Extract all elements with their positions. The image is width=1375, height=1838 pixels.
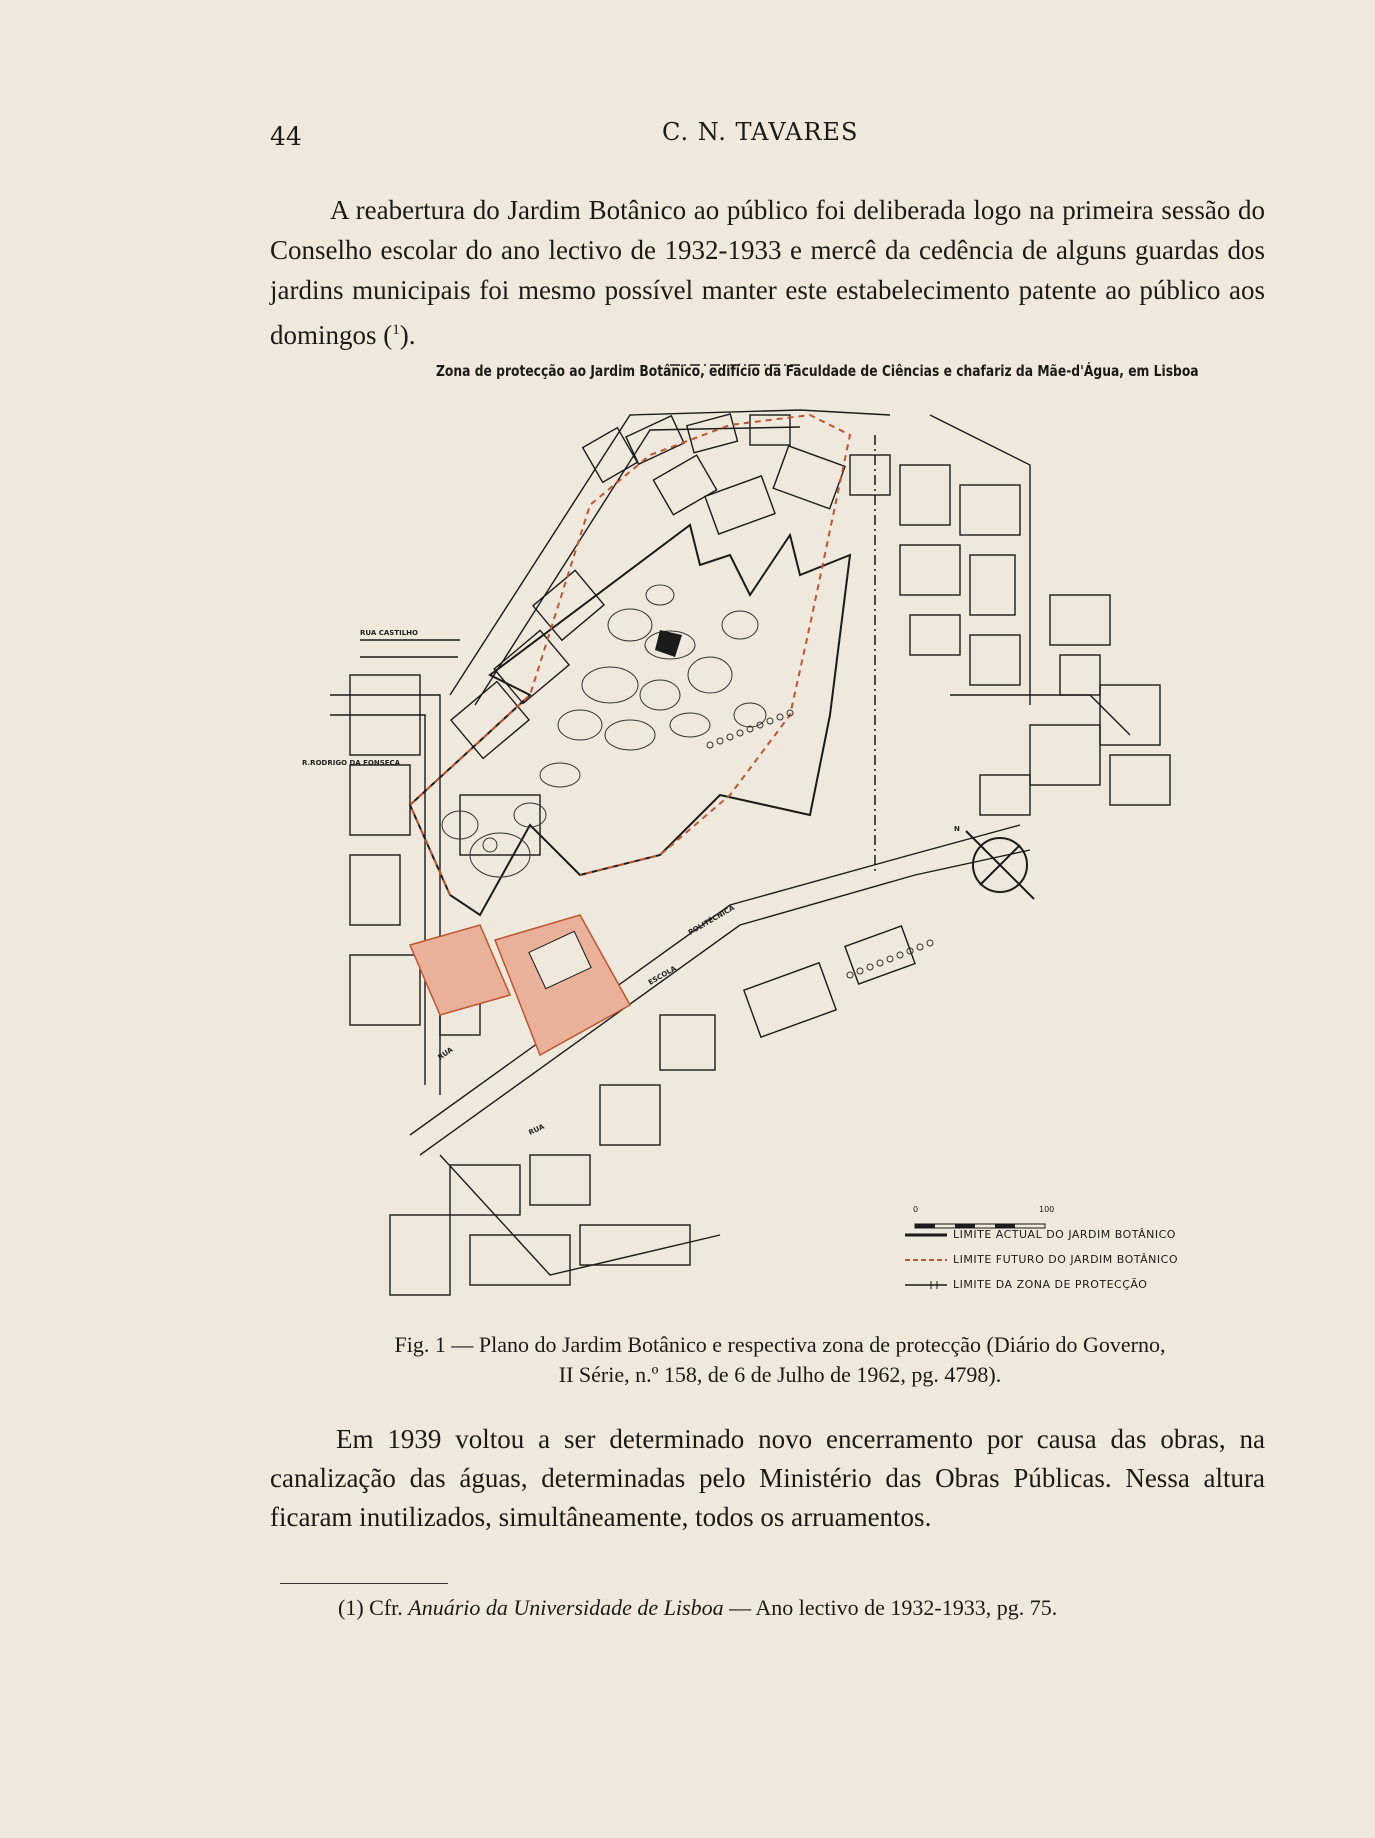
legend-label: LIMITE FUTURO DO JARDIM BOTÂNICO bbox=[953, 1253, 1178, 1266]
scale-max: 100 bbox=[1039, 1205, 1055, 1214]
footnote-rule bbox=[280, 1583, 448, 1584]
legend-item-protection-zone bbox=[905, 1272, 1178, 1297]
street-label: POLITÉCNICA bbox=[687, 903, 736, 937]
street-label: R.RODRIGO DA FONSECA bbox=[302, 759, 401, 767]
caption-line-1: Fig. 1 — Plano do Jardim Botânico e respectiva zona de protecção (Diário do Governo, bbox=[394, 1332, 1166, 1357]
footnote-title: Anuário da Universidade de Lisboa bbox=[408, 1595, 724, 1620]
footnote-prefix: Cfr. bbox=[369, 1595, 403, 1620]
footnote-mark: (1) bbox=[338, 1595, 364, 1620]
street-label: ESCOLA bbox=[647, 964, 678, 987]
figure-caption bbox=[300, 1330, 1260, 1390]
dashed-line-icon bbox=[905, 1255, 947, 1265]
legend-item-future-limit bbox=[905, 1247, 1178, 1272]
street-label: RUA bbox=[527, 1122, 546, 1137]
footnote-rest: — Ano lectivo de 1932-1933, pg. 75. bbox=[723, 1595, 1058, 1620]
footnote-reference: 1 bbox=[392, 322, 400, 338]
legend-item-current-limit bbox=[905, 1222, 1178, 1247]
crossed-line-icon bbox=[905, 1280, 947, 1290]
street-label: RUA bbox=[436, 1045, 455, 1062]
caption-line-2: II Série, n.º 158, de 6 de Julho de 1962, pg. 4798). bbox=[558, 1362, 1002, 1387]
map-title: Zona de protecção ao Jardim Botânico, edifício da Faculdade de Ciências e chafariz da Mãe-d'Água, em Lisboa bbox=[436, 362, 1199, 380]
paragraph-1 bbox=[270, 190, 1265, 355]
svg-text:N: N bbox=[954, 825, 960, 833]
paragraph-2: Em 1939 voltou a ser determinado novo encerramento por causa das obras, na canalização das águas, determinadas pelo Ministério das Obras Públicas. Nessa altura ficaram inutilizados, simultâneamente, todos os arruamentos. bbox=[270, 1424, 1265, 1532]
paragraph-1-end: ). bbox=[399, 320, 416, 350]
street-label: RUA CASTILHO bbox=[360, 629, 418, 637]
footnote bbox=[338, 1595, 1278, 1621]
paragraph-1-text: A reabertura do Jardim Botânico ao público foi deliberada logo na primeira sessão do Conselho escolar do ano lectivo de 1932-1933 e mercê da cedência de alguns guardas dos jardins municipais foi mesmo possível manter este estabelecimento patente ao público aos domingos ( bbox=[270, 195, 1265, 350]
solid-line-icon bbox=[905, 1230, 947, 1240]
page-number: 44 bbox=[270, 122, 302, 151]
map-legend bbox=[905, 1222, 1178, 1297]
scale-min: 0 bbox=[913, 1205, 919, 1214]
legend-label: LIMITE DA ZONA DE PROTECÇÃO bbox=[953, 1278, 1148, 1291]
running-head: C. N. TAVARES bbox=[662, 118, 859, 146]
legend-label: LIMITE ACTUAL DO JARDIM BOTÂNICO bbox=[953, 1228, 1176, 1241]
site-plan-map bbox=[302, 395, 1220, 1325]
